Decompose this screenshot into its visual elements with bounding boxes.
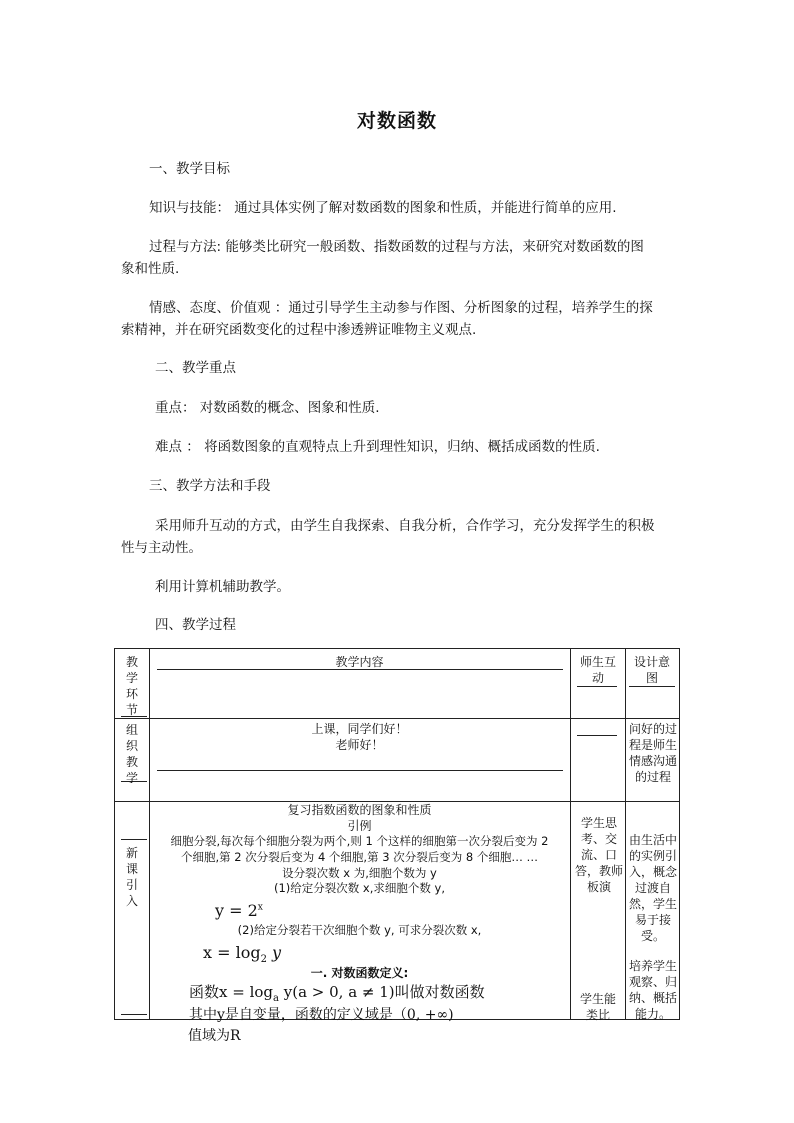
col-divider — [625, 649, 626, 1019]
cell-underline — [121, 839, 147, 840]
cell-underline — [577, 735, 617, 736]
intent-greeting: 问好的过程是师生情感沟通的过程 — [629, 722, 678, 784]
process-heading: 四、教学过程 — [155, 617, 236, 633]
method-line2: 性与主动性。 — [121, 540, 202, 556]
definition-line2: 其中y是自变量，函数的定义域是（0, +∞) — [189, 1007, 454, 1023]
intent-abilities: 培养学生观察、归纳、概括能力。 — [628, 959, 677, 1021]
definition-heading: 一. 对数函数定义: — [310, 966, 409, 980]
definition-line1: 函数$x = \log_a y(a > 0$, a ≠ 1)叫做对数函数 — [189, 983, 485, 1004]
emotion-goal-line1: 情感、态度、价值观 ：通过引导学生主动参与作图、分析图象的过程，培养学生的探 — [149, 300, 653, 316]
key-heading: 二、教学重点 — [155, 360, 236, 376]
goals-heading: 一、教学目标 — [149, 161, 230, 177]
cell-division-line2: 个细胞,第 2 次分裂后变为 4 个细胞,第 3 次分裂后变为 8 个细胞… … — [181, 850, 538, 864]
method-line1: 采用师升互动的方式，由学生自我探索、自我分析，合作学习，充分发挥学生的积极 — [155, 518, 655, 534]
knowledge-goal: 知识与技能： 通过具体实例了解对数函数的图象和性质，并能进行简单的应用. — [149, 200, 617, 216]
formula-logarithm: $x = \log_2 y$ — [203, 943, 282, 966]
cell-underline — [121, 1014, 147, 1015]
cell-underline — [577, 686, 617, 687]
interaction-analogy: 学生能类比 — [579, 992, 616, 1022]
col-divider — [570, 649, 571, 1019]
method-heading: 三、教学方法和手段 — [149, 478, 271, 494]
header-interaction: 师生互动 — [579, 655, 616, 685]
row-divider — [115, 718, 679, 719]
greeting-line2: 老师好！ — [335, 738, 384, 752]
stage-organize: 组织教学 — [125, 723, 138, 785]
intent-real-life: 由生活中的实例引入，概念过渡自然，学生易于接受。 — [628, 833, 677, 943]
cell-underline — [157, 770, 563, 771]
emotion-goal-line2: 索精神，并在研究函数变化的过程中渗透辨证唯物主义观点. — [121, 322, 477, 338]
definition-line3: 值域为R — [188, 1028, 241, 1044]
question-2: (2)给定分裂若干次细胞个数 y, 可求分裂次数 x, — [237, 923, 482, 937]
key-point: 重点： 对数函数的概念、图象和性质. — [155, 400, 380, 416]
header-intent: 设计意图 — [633, 655, 670, 685]
header-content: 教学内容 — [335, 655, 384, 669]
page-title: 对数函数 — [356, 110, 437, 132]
computer-aid: 利用计算机辅助教学。 — [155, 579, 290, 595]
difficulty-point: 难点 ： 将函数图象的直观特点上升到理性知识，归纳、概括成函数的性质. — [155, 439, 600, 455]
header-stage: 教学环节 — [125, 655, 138, 717]
assumption: 设分裂次数 x 为,细胞个数为 y — [282, 866, 437, 880]
cell-division-line1: 细胞分裂,每次每个细胞分裂为两个,则 1 个这样的细胞第一次分裂后变为 2 — [170, 834, 549, 848]
teaching-process-table — [114, 648, 680, 1023]
process-goal-line1: 过程与方法: 能够类比研究一般函数、指数函数的过程与方法，来研究对数函数的图 — [149, 239, 644, 255]
question-1: (1)给定分裂次数 x,求细胞个数 y, — [273, 881, 446, 895]
formula-exponential: $y = 2^x$ — [215, 901, 263, 920]
interaction-think: 学生思考、交流、口答，教师板演 — [574, 816, 623, 894]
example-label: 引例 — [347, 819, 372, 833]
cell-underline — [629, 686, 675, 687]
greeting-line1: 上课，同学们好！ — [311, 722, 408, 736]
stage-introduction: 新课引入 — [125, 846, 138, 908]
process-goal-line2: 象和性质. — [121, 261, 180, 277]
review-line: 复习指数函数的图象和性质 — [287, 803, 432, 817]
